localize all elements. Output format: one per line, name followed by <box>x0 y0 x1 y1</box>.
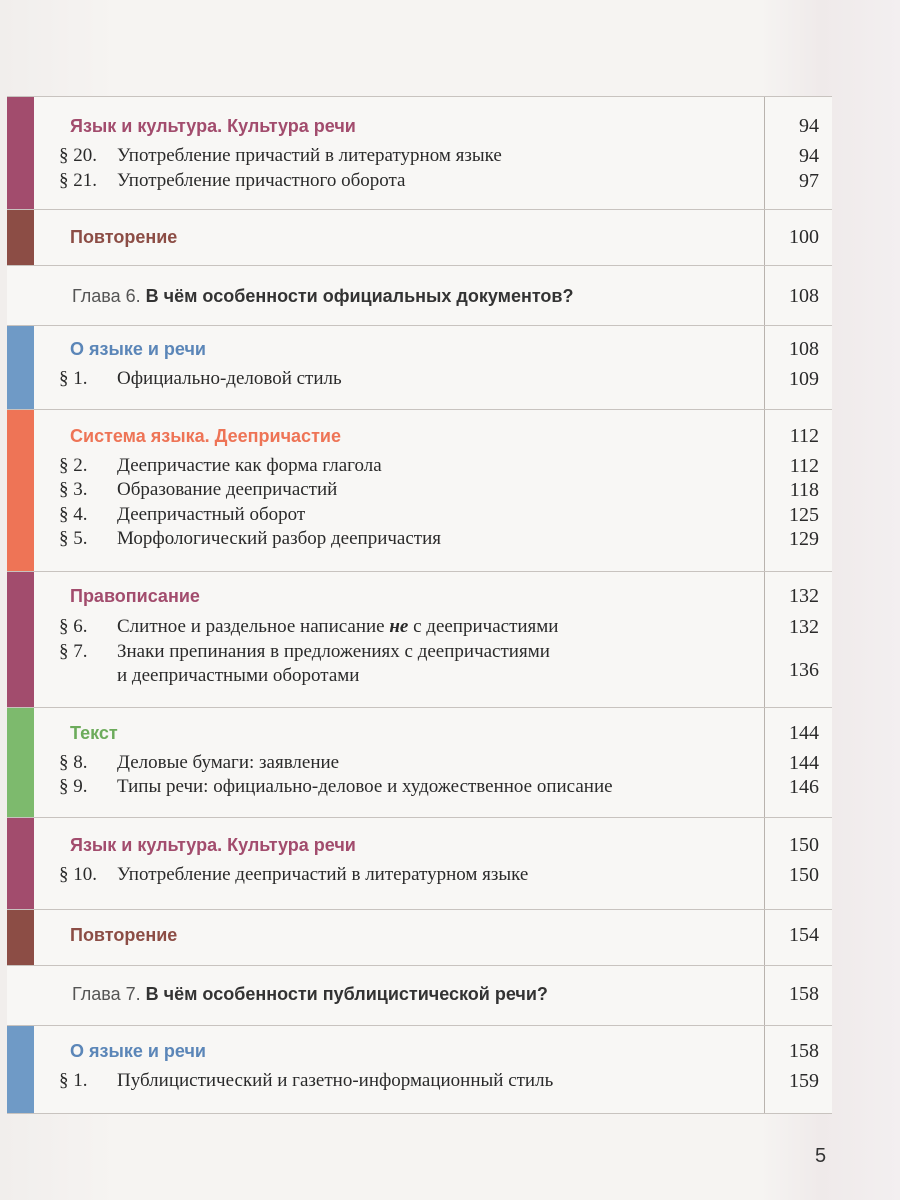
paragraph-number: § 10. <box>59 864 97 885</box>
entry-title: Знаки препинания в предложениях с деепричастиями <box>117 641 550 662</box>
toc-entry <box>7 453 832 479</box>
toc-section <box>7 572 832 708</box>
page-ref: 118 <box>789 479 819 501</box>
toc-entry <box>7 750 832 776</box>
paragraph-number: § 3. <box>59 479 88 500</box>
page-ref: 150 <box>789 864 819 886</box>
page-number: 5 <box>815 1145 827 1167</box>
toc-entry <box>7 1068 832 1094</box>
page-ref: 129 <box>789 528 819 550</box>
entry-title-part: Слитное и раздельное написание <box>117 616 390 637</box>
toc-entry <box>7 774 832 800</box>
toc-entry-continuation <box>7 659 832 689</box>
section-heading: О языке и речи <box>70 339 206 359</box>
entry-title <box>117 614 558 640</box>
paragraph-number: § 9. <box>59 776 88 797</box>
page-ref: 100 <box>789 226 819 248</box>
paragraph-number: § 1. <box>59 1070 88 1091</box>
section-heading: Текст <box>70 723 118 743</box>
paragraph-number: § 21. <box>59 170 97 191</box>
toc-section <box>7 410 832 572</box>
page-ref: 112 <box>789 425 819 447</box>
page-ref: 159 <box>789 1070 819 1092</box>
toc-entry <box>7 366 832 392</box>
chapter-section <box>7 266 832 326</box>
page-ref: 144 <box>789 722 819 744</box>
chapter-section <box>7 966 832 1026</box>
toc-entry <box>7 614 832 640</box>
page-ref: 158 <box>789 1040 819 1062</box>
paragraph-number: § 7. <box>59 641 88 662</box>
page-ref: 108 <box>789 285 819 307</box>
entry-title: Употребление деепричастий в литературном языке <box>117 864 529 885</box>
page-ref: 108 <box>789 338 819 360</box>
toc-section <box>7 910 832 966</box>
section-heading: Система языка. Деепричастие <box>70 426 341 446</box>
table-of-contents <box>7 96 832 1114</box>
chapter-prefix: Глава 7. <box>72 984 141 1004</box>
paragraph-number: § 1. <box>59 368 88 389</box>
toc-section <box>7 210 832 266</box>
page-ref: 146 <box>789 776 819 798</box>
page-ref: 112 <box>789 455 819 477</box>
page-ref: 154 <box>789 924 819 946</box>
entry-title: Употребление причастного оборота <box>117 170 406 191</box>
toc-section <box>7 708 832 818</box>
paragraph-number: § 6. <box>59 616 88 637</box>
toc-entry <box>7 502 832 528</box>
page-ref: 125 <box>789 504 819 526</box>
entry-title: Деепричастие как форма глагола <box>117 455 382 476</box>
paragraph-number: § 20. <box>59 145 97 166</box>
toc-entry <box>7 526 832 552</box>
chapter-title <box>72 981 548 1007</box>
chapter-heading: В чём особенности публицистической речи? <box>145 984 548 1004</box>
paragraph-number: § 5. <box>59 528 88 549</box>
toc-entry <box>7 168 832 194</box>
toc-section <box>7 1026 832 1114</box>
page-ref: 94 <box>799 145 819 167</box>
section-heading: Язык и культура. Культура речи <box>70 835 356 855</box>
toc-section <box>7 97 832 210</box>
entry-title-part: с деепричастиями <box>408 616 559 637</box>
toc-entry <box>7 477 832 503</box>
emphasized-particle: не <box>389 616 409 637</box>
section-heading: Правописание <box>70 586 200 606</box>
section-heading: Повторение <box>70 925 178 945</box>
page-ref: 158 <box>789 983 819 1005</box>
page-ref: 150 <box>789 834 819 856</box>
page-ref: 132 <box>789 585 819 607</box>
section-heading: Повторение <box>70 227 178 247</box>
page-ref: 144 <box>789 752 819 774</box>
page-ref: 109 <box>789 368 819 390</box>
toc-entry <box>7 143 832 169</box>
chapter-heading: В чём особенности официальных документов? <box>145 286 574 306</box>
entry-title: Публицистический и газетно-информационный стиль <box>117 1070 554 1091</box>
toc-entry <box>7 639 832 665</box>
chapter-title <box>72 283 573 309</box>
paragraph-number: § 2. <box>59 455 88 476</box>
entry-title: Деепричастный оборот <box>117 504 306 525</box>
entry-title: Употребление причастий в литературном языке <box>117 145 502 166</box>
chapter-prefix: Глава 6. <box>72 286 141 306</box>
page-ref: 132 <box>789 616 819 638</box>
toc-section <box>7 818 832 910</box>
section-heading: О языке и речи <box>70 1041 206 1061</box>
entry-title: Деловые бумаги: заявление <box>117 752 340 773</box>
page-ref: 136 <box>789 659 819 681</box>
page-ref: 94 <box>799 115 819 137</box>
paragraph-number: § 8. <box>59 752 88 773</box>
entry-title: Морфологический разбор деепричастия <box>117 528 441 549</box>
toc-entry <box>7 862 832 888</box>
page-ref: 97 <box>799 170 819 192</box>
entry-title: Типы речи: официально-деловое и художественное описание <box>117 776 613 797</box>
toc-section <box>7 326 832 410</box>
section-heading: Язык и культура. Культура речи <box>70 116 356 136</box>
entry-title-line2: и деепричастными оборотами <box>117 665 360 686</box>
entry-title: Образование деепричастий <box>117 479 338 500</box>
paragraph-number: § 4. <box>59 504 88 525</box>
entry-title: Официально-деловой стиль <box>117 368 342 389</box>
